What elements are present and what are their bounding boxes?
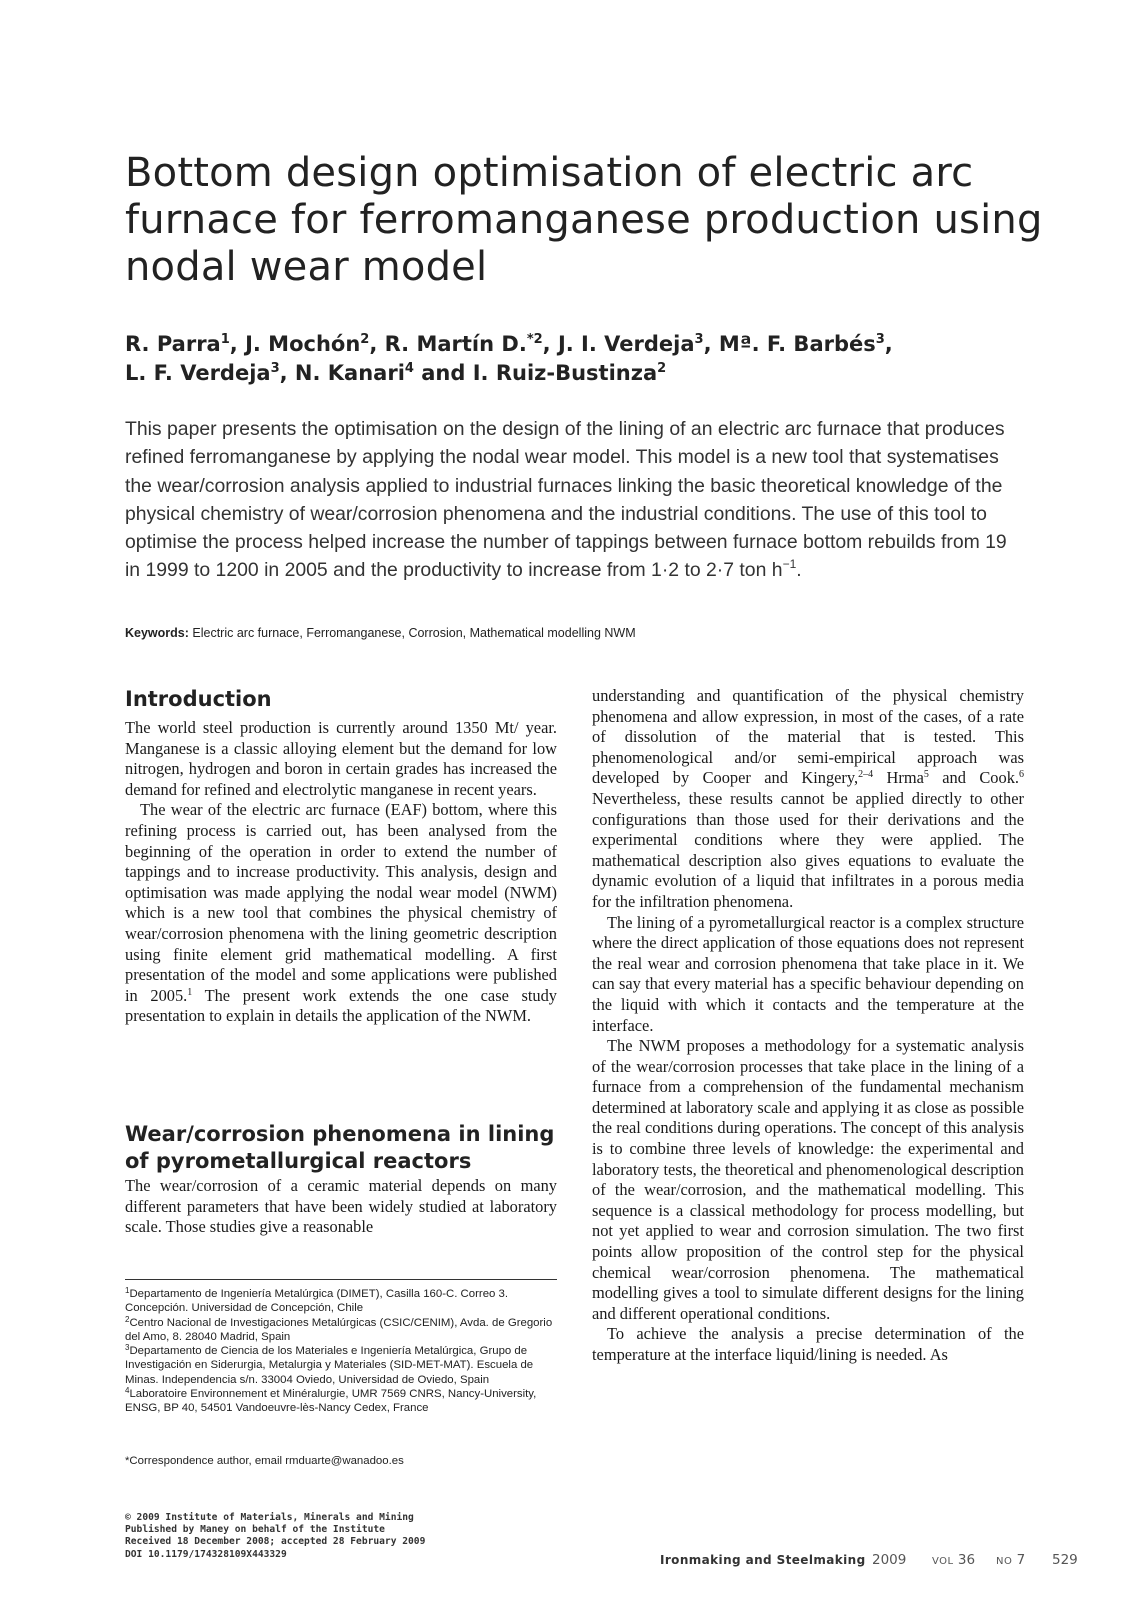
section-heading-wear-corrosion: Wear/corrosion phenomena in lining of pyrometallurgical reactors [125, 1122, 555, 1173]
author-affiliation: 3 [875, 332, 885, 347]
footnote-number: 1 [125, 1286, 130, 1295]
right-column-body [592, 686, 1024, 1366]
section-heading-introduction: Introduction [125, 687, 272, 711]
running-footer [660, 1552, 1100, 1570]
paragraph-text: Hrma [873, 768, 924, 788]
footnote [125, 1287, 557, 1316]
paragraph: The lining of a pyrometallurgical reactor is a complex structure where the direct application of those equations does not represent the real wear and corrosion phenomena that take place in it. We can say that every material has a specific behaviour depending on the liquid with which it contacts and the temperature at the interface. [592, 912, 1024, 1035]
journal-year: 2009 [872, 1552, 907, 1568]
paragraph-text: The wear of the electric arc furnace (EAF) bottom, where this refining process is carried out, has been analysed from the beginning of the operation in order to extend the number of tappings and to increase productivity. This analysis, design and optimisation was made applying the nodal wear model (NWM) which is a new tool that combines the physical chemistry of wear/corrosion phenomena with the lining geometric description using finite element grid mathematical modelling. A first presentation of the model and some applications were published in 2005. [125, 800, 557, 1005]
author-name: Mª. F. Barbés [718, 332, 876, 356]
footnote-text: Departamento de Ciencia de los Materiales e Ingeniería Metalúrgica, Grupo de Investigación en Siderurgia, Metalurgia y Materiales (SID-MET-MAT). Escuela de Minas. Independencia s/n. 33004 Oviedo, Universidad de Oviedo, Spain [125, 1345, 534, 1386]
paragraph-text: understanding and quantification of the physical chemistry phenomena and allow expression, in most of the cases, of a rate of dissolution of the material that is tested. This phenomenological and/or semi-empirical approach was developed by Cooper and Kingery, [592, 686, 1024, 788]
paragraph-text: and Cook. [928, 768, 1019, 788]
paragraph: The world steel production is currently around 1350 Mt/ year. Manganese is a classic alloying element but the demand for low nitrogen, hydrogen and boron in certain grades has increased the demand for refined and electrolytic manganese in recent years. [125, 718, 557, 799]
volume-number: 36 [957, 1552, 976, 1568]
citation-ref: 1 [187, 986, 193, 998]
citation-ref: 2–4 [858, 769, 874, 781]
abstract-superscript: −1 [782, 557, 797, 572]
footnote [125, 1387, 557, 1416]
keywords [125, 626, 1025, 640]
doi-line: DOI 10.1179/174328109X443329 [125, 1548, 287, 1560]
author-affiliation: 1 [220, 332, 230, 347]
footnote-number: 4 [125, 1386, 130, 1396]
footnote-text: Departamento de Ingeniería Metalúrgica (DIMET), Casilla 160-C. Correo 3. Concepción. Universidad de Concepción, Chile [125, 1288, 509, 1315]
issue-number: 7 [1016, 1552, 1026, 1568]
author-name: R. Martín D. [384, 332, 527, 356]
citation-ref: 6 [1019, 769, 1024, 781]
abstract-text: This paper presents the optimisation on the design of the lining of an electric arc furnace that produces refined ferromanganese by applying the nodal wear model. This model is a new tool that systematises the wear/corrosion analysis applied to industrial furnaces linking the basic theoretical knowledge of the physical chemistry of wear/corrosion phenomena and the industrial conditions. The use of this tool to optimise the process helped increase the number of tappings between furnace bottom rebuilds from 19 in 1999 to 1200 in 2005 and the productivity to increase from 1·2 to 2·7 ton h [125, 418, 1007, 582]
paragraph: The NWM proposes a methodology for a systematic analysis of the wear/corrosion processes that take place in the lining of a furnace from a comprehension of the fundamental mechanism determined at laboratory scale and applying it as close as possible the real conditions during operations. The concept of this analysis is to combine three levels of knowledge: the experimental and laboratory tests, the theoretical and phenomenological description of the wear/corrosion, and the mathematical modelling. This sequence is a classical methodology for process modelling, but not yet applied to wear and corrosion simulation. The two first points allow proposition of the control step for the physical chemical wear/corrosion phenomena. The mathematical modelling gives a tool to simulate different designs for the lining and different operational conditions. [592, 1036, 1024, 1323]
journal-issue [996, 1552, 1025, 1568]
author-name: I. Ruiz-Bustinza [472, 361, 658, 385]
abstract [125, 415, 1025, 585]
wear-body [125, 1176, 557, 1238]
received-line: Received 18 December 2008; accepted 28 February 2009 [125, 1536, 426, 1548]
footnote [125, 1344, 557, 1387]
paragraph: To achieve the analysis a precise determination of the temperature at the interface liquid/lining is needed. As [592, 1324, 1024, 1364]
footnote [125, 1316, 557, 1345]
paragraph-text: Nevertheless, these results cannot be applied directly to other configurations than those used for their derivations and the experimental conditions where they were applied. The mathematical description also gives equations to evaluate the dynamic evolution of a liquid that infiltrates in a porous media for the infiltration phenomena. [592, 788, 1024, 911]
author-name: J. I. Verdeja [557, 332, 695, 356]
author-name: R. Parra [125, 332, 221, 356]
author-affiliation: 3 [270, 361, 280, 376]
correspondence-note: *Correspondence author, email rmduarte@wanadoo.es [125, 1455, 404, 1467]
author-affiliation: 4 [404, 361, 414, 376]
author-name: J. Mochón [245, 332, 361, 356]
footnote-text: Centro Nacional de Investigaciones Metalúrgicas (CSIC/CENIM), Avda. de Gregorio del Amo, 8. 28040 Madrid, Spain [125, 1316, 553, 1343]
paragraph [125, 800, 557, 1027]
author-affiliation: 2 [657, 361, 667, 376]
paragraph-text: The present work extends the one case study presentation to explain in details the application of the NWM. [125, 985, 557, 1026]
paragraph: The wear/corrosion of a ceramic material depends on many different parameters that have been widely studied at laboratory scale. Those studies give a reasonable [125, 1176, 557, 1237]
publisher-line: Published by Maney on behalf of the Institute [125, 1524, 385, 1536]
author-name: N. Kanari [294, 361, 405, 385]
article-title: Bottom design optimisation of electric arc furnace for ferromanganese production using nodal wear model [125, 150, 1043, 290]
footnote-text: Laboratoire Environnement et Minéralurgie, UMR 7569 CNRS, Nancy-University, ENSG, BP 40, 54501 Vandoeuvre-lès-Nancy Cedex, France [125, 1388, 537, 1415]
issue-label: NO [996, 1556, 1013, 1567]
affiliation-footnotes [125, 1287, 557, 1416]
publication-info [125, 1512, 545, 1561]
page-number: 529 [1052, 1552, 1078, 1568]
journal-name: Ironmaking and Steelmaking [660, 1553, 866, 1567]
author-affiliation: *2 [526, 332, 543, 347]
keywords-label: Keywords: [125, 626, 189, 640]
keywords-text: Electric arc furnace, Ferromanganese, Corrosion, Mathematical modelling NWM [192, 626, 636, 640]
volume-label: VOL [932, 1556, 954, 1567]
author-name: L. F. Verdeja [125, 361, 271, 385]
footnote-number: 2 [125, 1314, 130, 1324]
introduction-body [125, 718, 557, 1027]
abstract-end: . [796, 559, 802, 582]
footnote-number: 3 [125, 1343, 130, 1353]
author-list: R. Parra$^1$, J. Mochón$^2$, R. Martín D.$^{*2}$, J. I. Verdeja$^3$, Mª. F. Barbés$^3$, L. F. Verdeja$^3$, N. Kanari$^4$ and I. Ruiz-Bustinza$^2$ [125, 332, 893, 385]
author-affiliation: 2 [360, 332, 370, 347]
copyright-line: © 2009 Institute of Materials, Minerals and Mining [125, 1512, 414, 1523]
citation-ref: 5 [923, 769, 929, 781]
journal-volume [932, 1552, 975, 1568]
footnote-divider [125, 1279, 557, 1280]
author-affiliation: 3 [694, 332, 704, 347]
paragraph [592, 686, 1024, 913]
